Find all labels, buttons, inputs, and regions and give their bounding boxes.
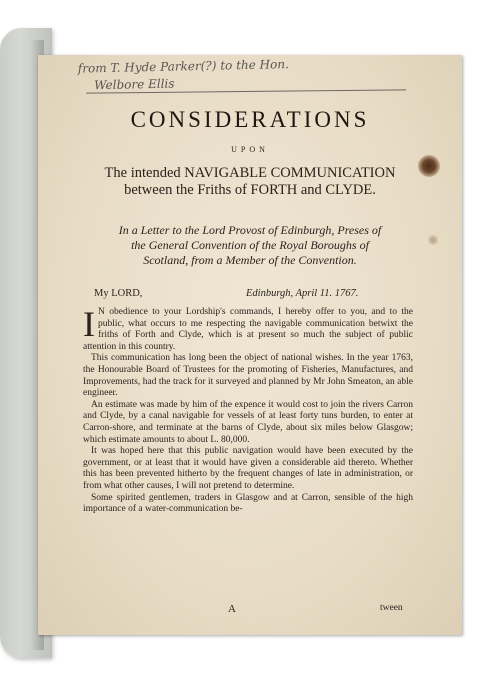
letter-body	[83, 304, 413, 516]
catchword: tween	[380, 603, 403, 613]
salutation: My LORD,	[94, 288, 143, 299]
letter-line-2: the General Convention of the Royal Boroughs of	[131, 238, 369, 252]
handwritten-inscription	[78, 55, 419, 95]
paragraph-1	[83, 304, 413, 353]
paragraph-3: An estimate was made by him of the expence it would cost to join the rivers Carron and Clyde, by a canal navigable for vessels of at least forty tuns burden, to enter at Carron-shore, and terminate at the barns of Clyde, about six miles below Glasgow; which estimate amounts to about L. 80,000.	[83, 399, 413, 445]
document-subtitle	[38, 165, 462, 199]
signature-mark: A	[228, 603, 236, 615]
foxing-spot	[428, 235, 438, 245]
title-page	[38, 55, 462, 635]
dateline: Edinburgh, April 11. 1767.	[246, 288, 359, 299]
paragraph-2: This communication has long been the object of national wishes. In the year 1763, the Honourable Board of Trustees for the promoting of Fisheries, Manufactures, and Improvements, had the track for it surveyed and planned by Mr John Smeaton, an able engineer.	[83, 353, 413, 399]
paragraph-5: Some spirited gentlemen, traders in Glasgow and at Carron, sensible of the high importance of a water-communication be-	[83, 492, 413, 515]
letter-description	[80, 223, 420, 268]
paragraph-1-text: N obedience to your Lordship's commands, I hereby offer to you, and to the public, what occurs to me respecting the navigable communication betwixt the friths of Forth and Clyde, which is at present so much the subject of public attention in this country.	[83, 307, 413, 352]
paragraph-4: It was hoped here that this public navigation would have been executed by the government, or at least that it would have given a considerable aid thereto. Whether this has been prevented hitherto by the frequent changes of late in administration, or from what other causes, I will not pretend to determine.	[83, 446, 413, 491]
document-title: CONSIDERATIONS	[130, 107, 370, 132]
title-connector: UPON	[231, 145, 269, 154]
drop-cap: I	[83, 304, 95, 344]
letter-line-3: Scotland, from a Member of the Convention.	[143, 253, 357, 267]
subtitle-line-1: The intended NAVIGABLE COMMUNICATION	[104, 165, 396, 181]
inscription-line-2: Welbore Ellis	[94, 76, 175, 93]
subtitle-line-2: between the Friths of FORTH and CLYDE.	[124, 182, 376, 198]
letter-line-1: In a Letter to the Lord Provost of Edinburgh, Preses of	[118, 223, 382, 237]
inscription-line-1: from T. Hyde Parker(?) to the Hon.	[77, 57, 289, 76]
